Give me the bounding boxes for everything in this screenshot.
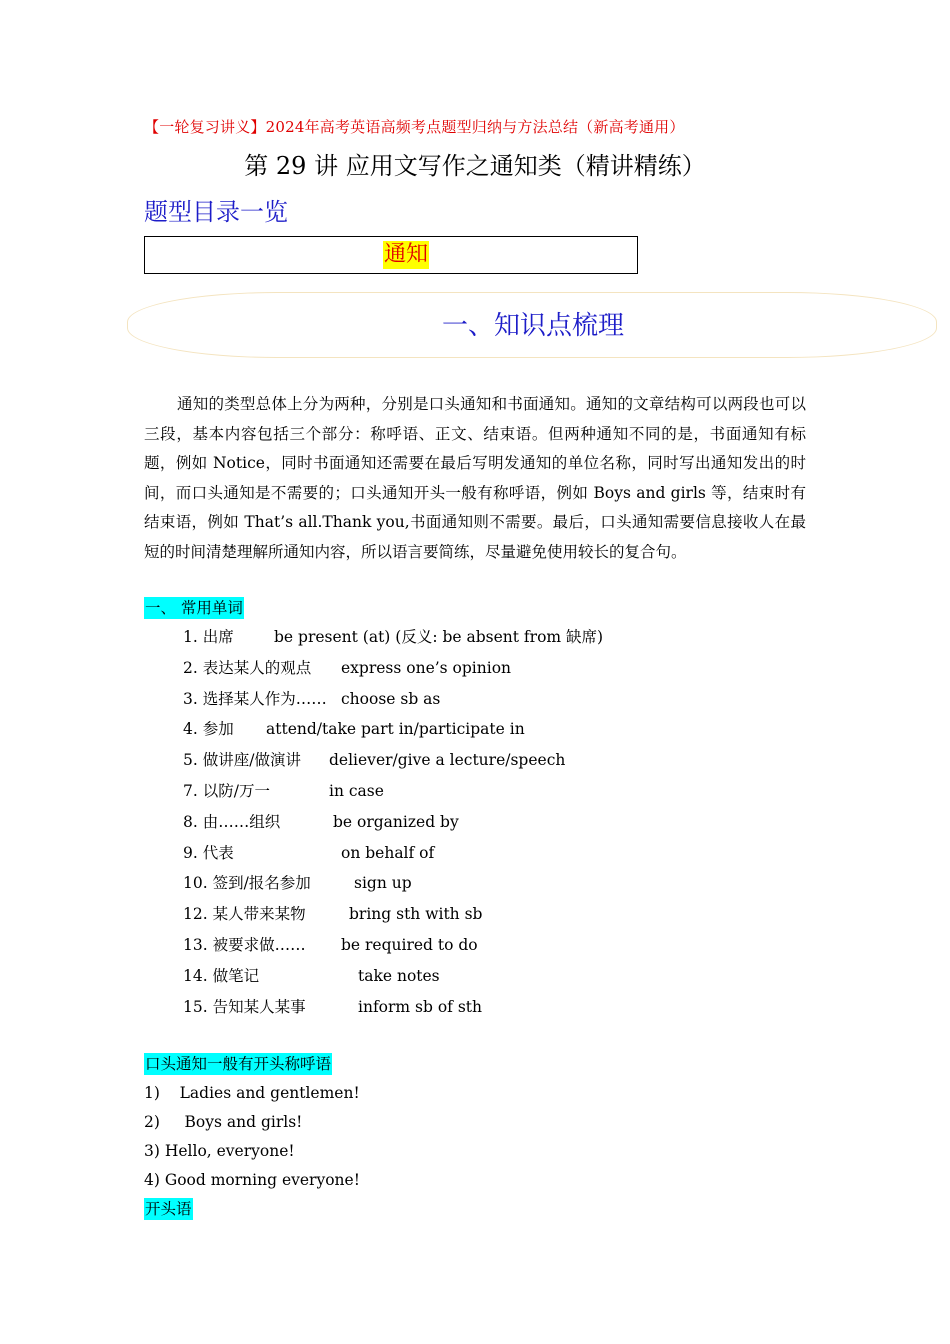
greeting-item: 1) Ladies and gentlemen! [144, 1084, 360, 1102]
greeting-item: 3) Hello, everyone! [144, 1142, 295, 1160]
vocab-zh: 15. 告知某人某事 [183, 997, 306, 1016]
vocab-item [183, 901, 783, 932]
section-banner [127, 292, 937, 358]
vocab-heading: 一、 常用单词 [145, 599, 243, 617]
vocab-item [183, 716, 783, 747]
vocab-zh: 1. 出席 [183, 628, 234, 646]
vocab-item [183, 747, 783, 778]
vocab-en: be organized by [333, 812, 459, 831]
vocab-en: deliever/give a lecture/speech [329, 751, 566, 770]
vocab-item [183, 994, 783, 1025]
vocab-en: bring sth with sb [349, 905, 483, 924]
vocab-zh: 14. 做笔记 [183, 966, 260, 985]
vocab-zh: 10. 签到/报名参加 [183, 874, 311, 893]
vocab-en: express one’s opinion [341, 658, 512, 677]
vocab-zh: 7. 以防/万一 [183, 781, 270, 800]
vocab-item [183, 870, 783, 901]
vocab-en: on behalf of [341, 843, 435, 862]
vocab-item [183, 932, 783, 963]
vocab-en: choose sb as [341, 689, 441, 708]
greeting-item: 4) Good morning everyone! [144, 1171, 360, 1189]
vocab-zh: 8. 由……组织 [183, 812, 281, 831]
vocab-item [183, 778, 783, 809]
vocab-zh: 3. 选择某人作为…… [183, 689, 327, 708]
vocab-en: sign up [354, 874, 412, 893]
series-title: 【一轮复习讲义】2024年高考英语高频考点题型归纳与方法总结（新高考通用） [144, 118, 685, 136]
section-title: 一、知识点梳理 [441, 311, 624, 341]
intro-paragraph: 通知的类型总体上分为两种，分别是口头通知和书面通知。通知的文章结构可以两段也可以三段，基本内容包括三个部分：称呼语、正文、结束语。但两种通知不同的是，书面通知有标题，例如 Notice，同时书面通知还需要在最后写明发通知的单位名称，同时写出通知发出的时间，而口头通知是不需要的；口头通知开头一般有称呼语，例如 Boys and girls 等，结束时有结束语，例如 That’s all.Thank you,书面通知则不需要。最后，口头通知需要信息接收人在最短的时间清楚理解所通知内容，所以语言要简练，尽量避免使用较长的复合句。 [144, 395, 806, 561]
vocab-item [183, 655, 783, 686]
vocab-en: attend/take part in/participate in [266, 720, 525, 739]
vocab-item [183, 963, 783, 994]
vocab-en: inform sb of sth [358, 997, 483, 1016]
vocab-en: be required to do [341, 935, 478, 954]
vocab-item [183, 809, 783, 840]
vocab-item [183, 624, 783, 655]
vocab-zh: 9. 代表 [183, 843, 234, 862]
toc-box [144, 236, 638, 274]
vocab-zh: 4. 参加 [183, 720, 234, 739]
toc-item-notice[interactable]: 通知 [384, 242, 429, 267]
vocab-en: be present (at) (反义: be absent from 缺席) [274, 628, 604, 646]
vocab-item [183, 840, 783, 871]
vocab-en: take notes [358, 966, 440, 985]
vocab-item [183, 686, 783, 717]
greetings-heading: 口头通知一般有开头称呼语 [145, 1055, 332, 1073]
greetings-list [144, 1080, 744, 1196]
vocab-zh: 5. 做讲座/做演讲 [183, 751, 301, 770]
vocab-zh: 12. 某人带来某物 [183, 905, 306, 924]
opening-heading: 开头语 [145, 1200, 192, 1218]
vocab-zh: 2. 表达某人的观点 [183, 658, 312, 677]
vocab-en: in case [329, 781, 384, 800]
vocab-zh: 13. 被要求做…… [183, 935, 306, 954]
toc-heading: 题型目录一览 [144, 198, 288, 226]
lecture-title: 第 29 讲 应用文写作之通知类（精讲精练） [244, 152, 706, 180]
greeting-item: 2) Boys and girls! [144, 1113, 303, 1131]
vocab-list [183, 624, 783, 1024]
